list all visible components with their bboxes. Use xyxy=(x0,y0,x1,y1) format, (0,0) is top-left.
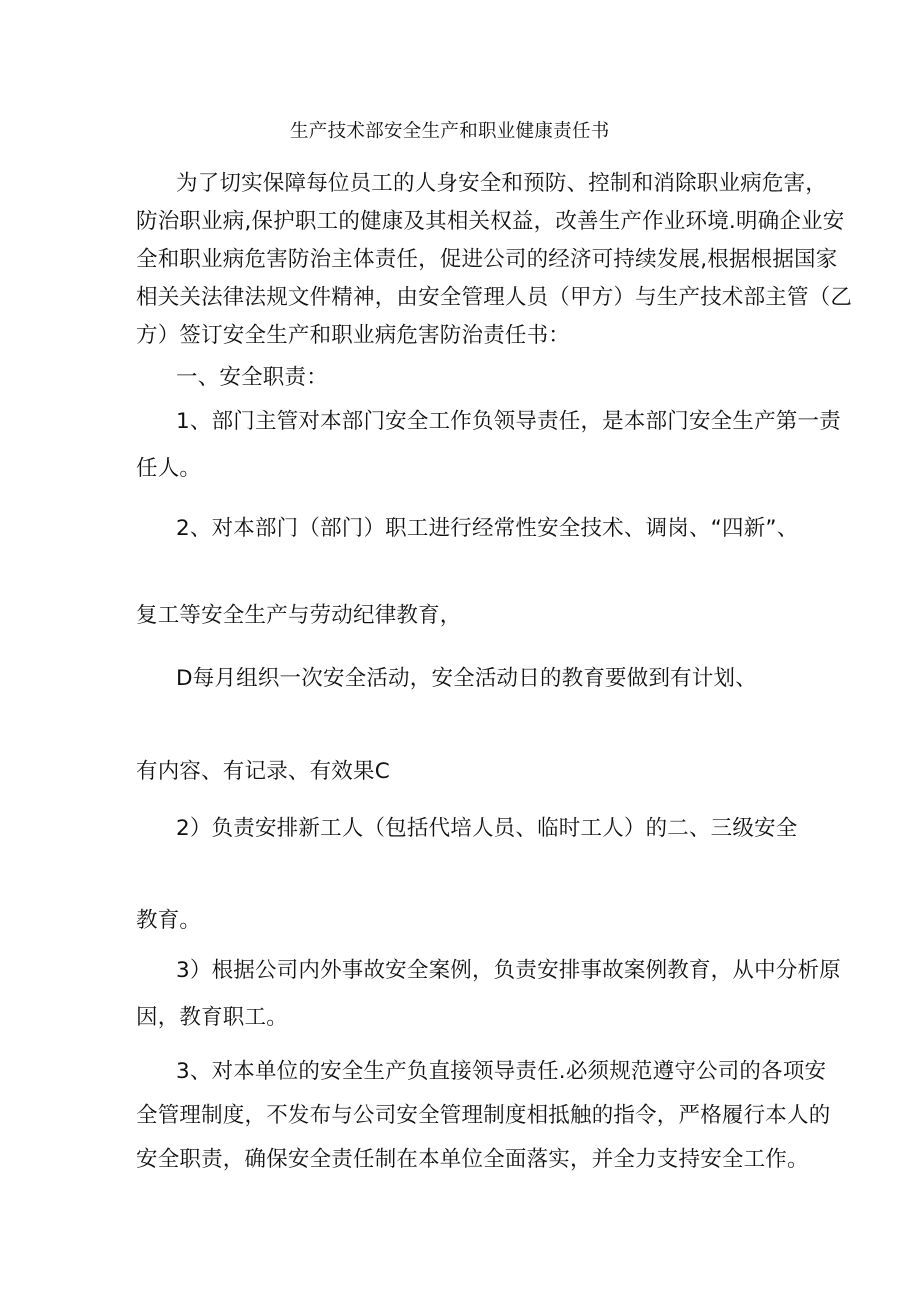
item-1-line-2: 任人。 xyxy=(136,456,202,481)
sub-item-2-line-2: 教育。 xyxy=(136,908,202,933)
item-2-line-1: 2、对本部门（部门）职工进行经常性安全技术、调岗、“四新”、 xyxy=(176,516,799,541)
sub-item-2-line-1: 2）负责安排新工人（包括代培人员、临时工人）的二、三级安全 xyxy=(176,816,798,841)
item-3-line-2: 全管理制度，不发布与公司安全管理制度相抵触的指令，严格履行本人的 xyxy=(136,1103,831,1128)
sub-item-1-line-1: D每月组织一次安全活动，安全活动日的教育要做到有计划、 xyxy=(176,666,757,691)
intro-line-1: 为了切实保障每位员工的人身安全和预防、控制和消除职业病危害， xyxy=(176,171,828,196)
item-3-line-1: 3、对本单位的安全生产负直接领导责任.必须规范遵守公司的各项安 xyxy=(176,1059,827,1084)
sub-item-3-line-2: 因，教育职工。 xyxy=(136,1005,288,1030)
section-heading-safety-duties: 一、安全职责： xyxy=(176,365,328,390)
sub-item-1-line-2: 有内容、有记录、有效果C xyxy=(136,759,390,784)
item-2-line-2: 复工等安全生产与劳动纪律教育， xyxy=(136,603,462,628)
intro-line-5: 方）签订安全生产和职业病危害防治责任书： xyxy=(136,323,571,348)
intro-line-4: 相关关法律法规文件精神，由安全管理人员（甲方）与生产技术部主管（乙 xyxy=(136,285,853,310)
sub-item-3-line-1: 3）根据公司内外事故安全案例，负责安排事故案例教育，从中分析原 xyxy=(176,958,841,983)
item-3-line-3: 安全职责，确保安全责任制在本单位全面落实，并全力支持安全工作。 xyxy=(136,1147,809,1172)
intro-line-3: 全和职业病危害防治主体责任，促进公司的经济可持续发展,根据根据国家 xyxy=(136,247,838,272)
item-1-line-1: 1、部门主管对本部门安全工作负领导责任，是本部门安全生产第一责 xyxy=(176,409,841,434)
document-title: 生产技术部安全生产和职业健康责任书 xyxy=(290,121,610,142)
intro-line-2: 防治职业病,保护职工的健康及其相关权益，改善生产作业环境.明确企业安 xyxy=(136,209,845,234)
